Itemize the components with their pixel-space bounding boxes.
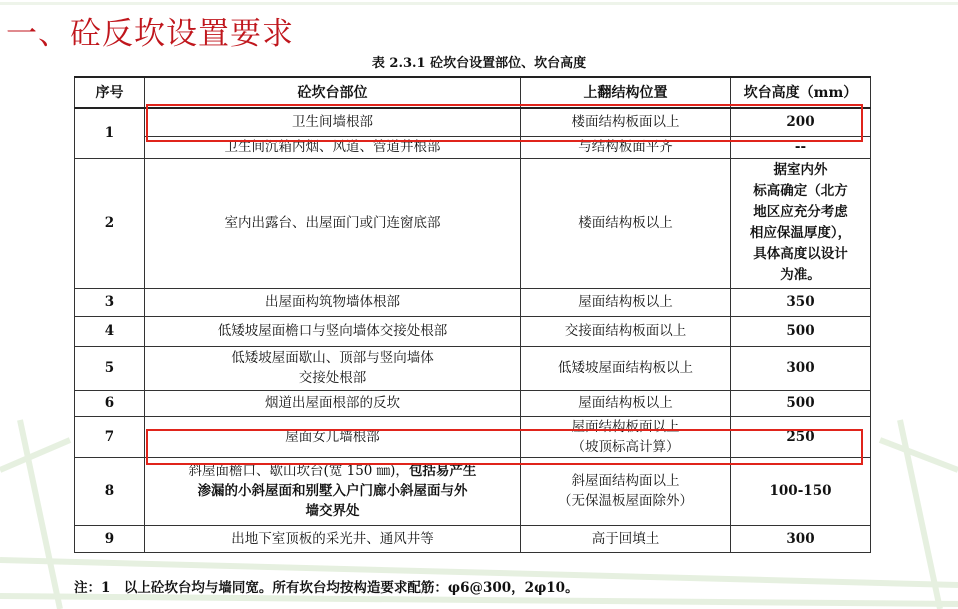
row-position (521, 457, 731, 525)
height-note-line: 为准。 (780, 267, 821, 283)
table-row (75, 158, 871, 288)
table-row (75, 525, 871, 552)
table-caption: 表 2.3.1 砼坎台设置部位、坎台高度 (371, 56, 587, 71)
height-note-line: 标高确定（北方 (753, 183, 848, 199)
row-part: 出地下室顶板的采光井、通风井等 (145, 525, 521, 552)
row-part (145, 457, 521, 525)
row-part: 出屋面构筑物墙体根部 (145, 288, 521, 316)
row-position: 屋面结构板以上 (521, 288, 731, 316)
height-note-line: 具体高度以设计 (753, 246, 848, 262)
table-row (75, 416, 871, 457)
part-text-bold: 包括易产生 (408, 463, 477, 479)
row-number: 7 (75, 416, 145, 457)
row-number: 5 (75, 346, 145, 390)
row-height (731, 158, 871, 288)
row-position (521, 416, 731, 457)
height-note-line: 地区应充分考虑 (753, 204, 848, 220)
height-note-line: 相应保温厚度）， (749, 225, 852, 241)
table-row (75, 346, 871, 390)
row-position: 楼面结构板面以上 (521, 108, 731, 136)
row-number: 6 (75, 390, 145, 416)
row-part: 室内出露台、出屋面门或门连窗底部 (145, 158, 521, 288)
row-height: 500 (731, 390, 871, 416)
height-note-line: 据室内外 (773, 162, 828, 178)
row-number: 9 (75, 525, 145, 552)
header-part: 砼坎台部位 (145, 77, 521, 108)
footnote: 注：1 以上砼坎台均与墙同宽。所有坎台均按构造要求配筋：φ6@300，2φ10。 (74, 580, 579, 596)
row-height: 100-150 (731, 457, 871, 525)
row-number: 8 (75, 457, 145, 525)
table-row (75, 316, 871, 346)
table-row (75, 136, 871, 158)
row-height: 250 (731, 416, 871, 457)
part-line: 墙交界处 (305, 503, 360, 519)
part-line (149, 461, 516, 481)
row-part: 屋面女儿墙根部 (145, 416, 521, 457)
row-height: 200 (731, 108, 871, 136)
row-part: 卫生间沉箱内烟、风道、管道井根部 (145, 136, 521, 158)
position-line: （无保温板屋面除外） (558, 493, 693, 509)
row-number: 4 (75, 316, 145, 346)
row-position: 低矮坡屋面结构板以上 (521, 346, 731, 390)
part-line: 交接处根部 (298, 370, 367, 386)
row-number: 3 (75, 288, 145, 316)
row-height: -- (731, 136, 871, 158)
part-line: 低矮坡屋面歇山、顶部与竖向墙体 (231, 350, 434, 366)
part-line: 渗漏的小斜屋面和别墅入户门廊小斜屋面与外 (197, 483, 468, 499)
row-part: 卫生间墙根部 (145, 108, 521, 136)
header-height: 坎台高度（mm） (731, 77, 871, 108)
row-part: 低矮坡屋面檐口与竖向墙体交接处根部 (145, 316, 521, 346)
table-row (75, 108, 871, 136)
header-no: 序号 (75, 77, 145, 108)
table-header-row (75, 77, 871, 108)
table-row (75, 288, 871, 316)
row-height: 500 (731, 316, 871, 346)
row-position: 高于回填土 (521, 525, 731, 552)
row-number: 2 (75, 158, 145, 288)
header-position: 上翻结构位置 (521, 77, 731, 108)
table-row (75, 457, 871, 525)
row-height: 300 (731, 525, 871, 552)
row-part: 烟道出屋面根部的反坎 (145, 390, 521, 416)
position-line: 屋面结构板面以上 (571, 418, 680, 435)
part-text: 斜屋面檐口、歇山坎台(宽 150 ㎜)， (188, 463, 409, 479)
row-part (145, 346, 521, 390)
row-position: 交接面结构板面以上 (521, 316, 731, 346)
row-position: 楼面结构板以上 (521, 158, 731, 288)
row-height: 300 (731, 346, 871, 390)
row-number: 1 (75, 108, 145, 158)
row-height: 350 (731, 288, 871, 316)
table-row (75, 390, 871, 416)
top-divider (0, 2, 958, 5)
row-position: 屋面结构板以上 (521, 390, 731, 416)
row-position: 与结构板面平齐 (521, 136, 731, 158)
position-line: （坡顶标高计算） (571, 438, 680, 455)
page-title: 一、砼反坎设置要求 (6, 16, 294, 52)
spec-table (74, 76, 871, 553)
position-line: 斜屋面结构面以上 (571, 473, 680, 489)
